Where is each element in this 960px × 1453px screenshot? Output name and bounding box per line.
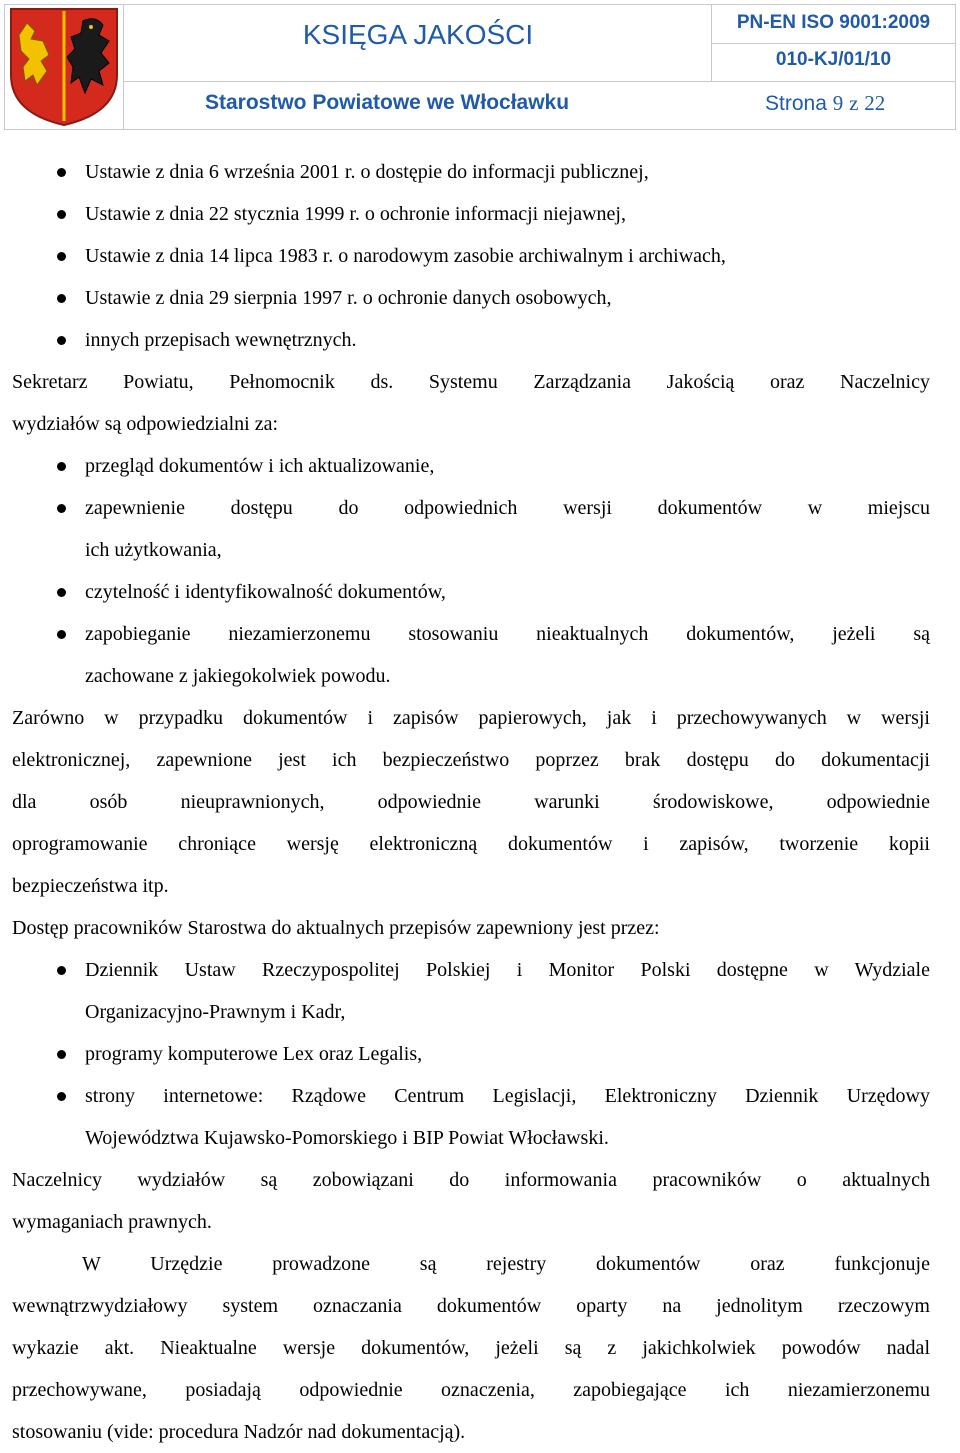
list-item: strony internetowe: Rządowe Centrum Legislacji, Elektroniczny Dziennik Urzędowy — [12, 1075, 930, 1117]
paragraph-line: wymaganiach prawnych. — [12, 1211, 212, 1233]
list-item: Ustawie z dnia 14 lipca 1983 r. o narodowym zasobie archiwalnym i archiwach, — [12, 235, 930, 277]
document-code: 010-KJ/01/10 — [775, 49, 892, 70]
list-item: Dziennik Ustaw Rzeczypospolitej Polskiej i Monitor Polski dostępne w Wydziale — [12, 949, 930, 991]
iso-standard: PN-EN ISO 9001:2009 — [736, 12, 931, 33]
paragraph-line: dla osób nieuprawnionych, odpowiednie warunki środowiskowe, odpowiednie — [12, 791, 930, 813]
paragraph-line: Sekretarz Powiatu, Pełnomocnik ds. Systemu Zarządzania Jakością oraz Naczelnicy — [12, 371, 930, 393]
paragraph-line: Naczelnicy wydziałów są zobowiązani do informowania pracowników o aktualnych — [12, 1169, 930, 1191]
header-divider — [711, 43, 955, 44]
page-current: 9 — [832, 91, 844, 115]
list-item: Ustawie z dnia 6 września 2001 r. o dostępie do informacji publicznej, — [12, 151, 930, 193]
list-item-continuation: Organizacyjno-Prawnym i Kadr, — [85, 1001, 346, 1023]
paragraph-line: przechowywane, posiadają odpowiednie oznaczenia, zapobiegające ich niezamierzonemu — [12, 1379, 930, 1401]
paragraph-line: oprogramowanie chroniące wersję elektroniczną dokumentów i zapisów, tworzenie kopii — [12, 833, 930, 855]
paragraph-line: Zarówno w przypadku dokumentów i zapisów papierowych, jak i przechowywanych w wersji — [12, 707, 930, 729]
list-item: zapobieganie niezamierzonemu stosowaniu nieaktualnych dokumentów, jeżeli są — [12, 613, 930, 655]
coat-of-arms-icon — [5, 5, 124, 129]
list-item: przegląd dokumentów i ich aktualizowanie, — [12, 445, 930, 487]
list-item: programy komputerowe Lex oraz Legalis, — [12, 1033, 930, 1075]
document-title: KSIĘGA JAKOŚCI — [302, 19, 534, 50]
list-item: innych przepisach wewnętrznych. — [12, 319, 930, 361]
list-item: zapewnienie dostępu do odpowiednich wersji dokumentów w miejscu — [12, 487, 930, 529]
paragraph-line: W Urzędzie prowadzone są rejestry dokumentów oraz funkcjonuje — [82, 1253, 930, 1275]
page-number — [765, 91, 885, 116]
page-total: 22 — [864, 91, 886, 115]
paragraph-line: wewnątrzwydziałowy system oznaczania dokumentów oparty na jednolitym rzeczowym — [12, 1295, 930, 1317]
paragraph-line: bezpieczeństwa itp. — [12, 875, 169, 897]
page-of: z — [849, 91, 859, 115]
paragraph-line: wykazie akt. Nieaktualne wersje dokumentów, jeżeli są z jakichkolwiek powodów nadal — [12, 1337, 930, 1359]
list-item: Ustawie z dnia 22 stycznia 1999 r. o ochronie informacji niejawnej, — [12, 193, 930, 235]
list-item: Ustawie z dnia 29 sierpnia 1997 r. o ochronie danych osobowych, — [12, 277, 930, 319]
list-item: czytelność i identyfikowalność dokumentów, — [12, 571, 930, 613]
organization-name: Starostwo Powiatowe we Włocławku — [205, 91, 570, 114]
page-header — [4, 4, 956, 130]
paragraph-line: wydziałów są odpowiedzialni za: — [12, 413, 279, 435]
list-item-continuation: Województwa Kujawsko-Pomorskiego i BIP Powiat Włocławski. — [85, 1127, 609, 1149]
list-item-continuation: zachowane z jakiegokolwiek powodu. — [85, 665, 391, 687]
paragraph-line: elektronicznej, zapewnione jest ich bezpieczeństwo poprzez brak dostępu do dokumentacji — [12, 749, 930, 771]
header-divider — [123, 81, 955, 82]
paragraph-line: stosowaniu (vide: procedura Nadzór nad dokumentacją). — [12, 1421, 466, 1443]
document-body — [12, 151, 930, 1453]
page-label: Strona — [765, 92, 827, 115]
list-item-continuation: ich użytkowania, — [85, 539, 222, 561]
paragraph-line: Dostęp pracowników Starostwa do aktualnych przepisów zapewniony jest przez: — [12, 917, 660, 939]
